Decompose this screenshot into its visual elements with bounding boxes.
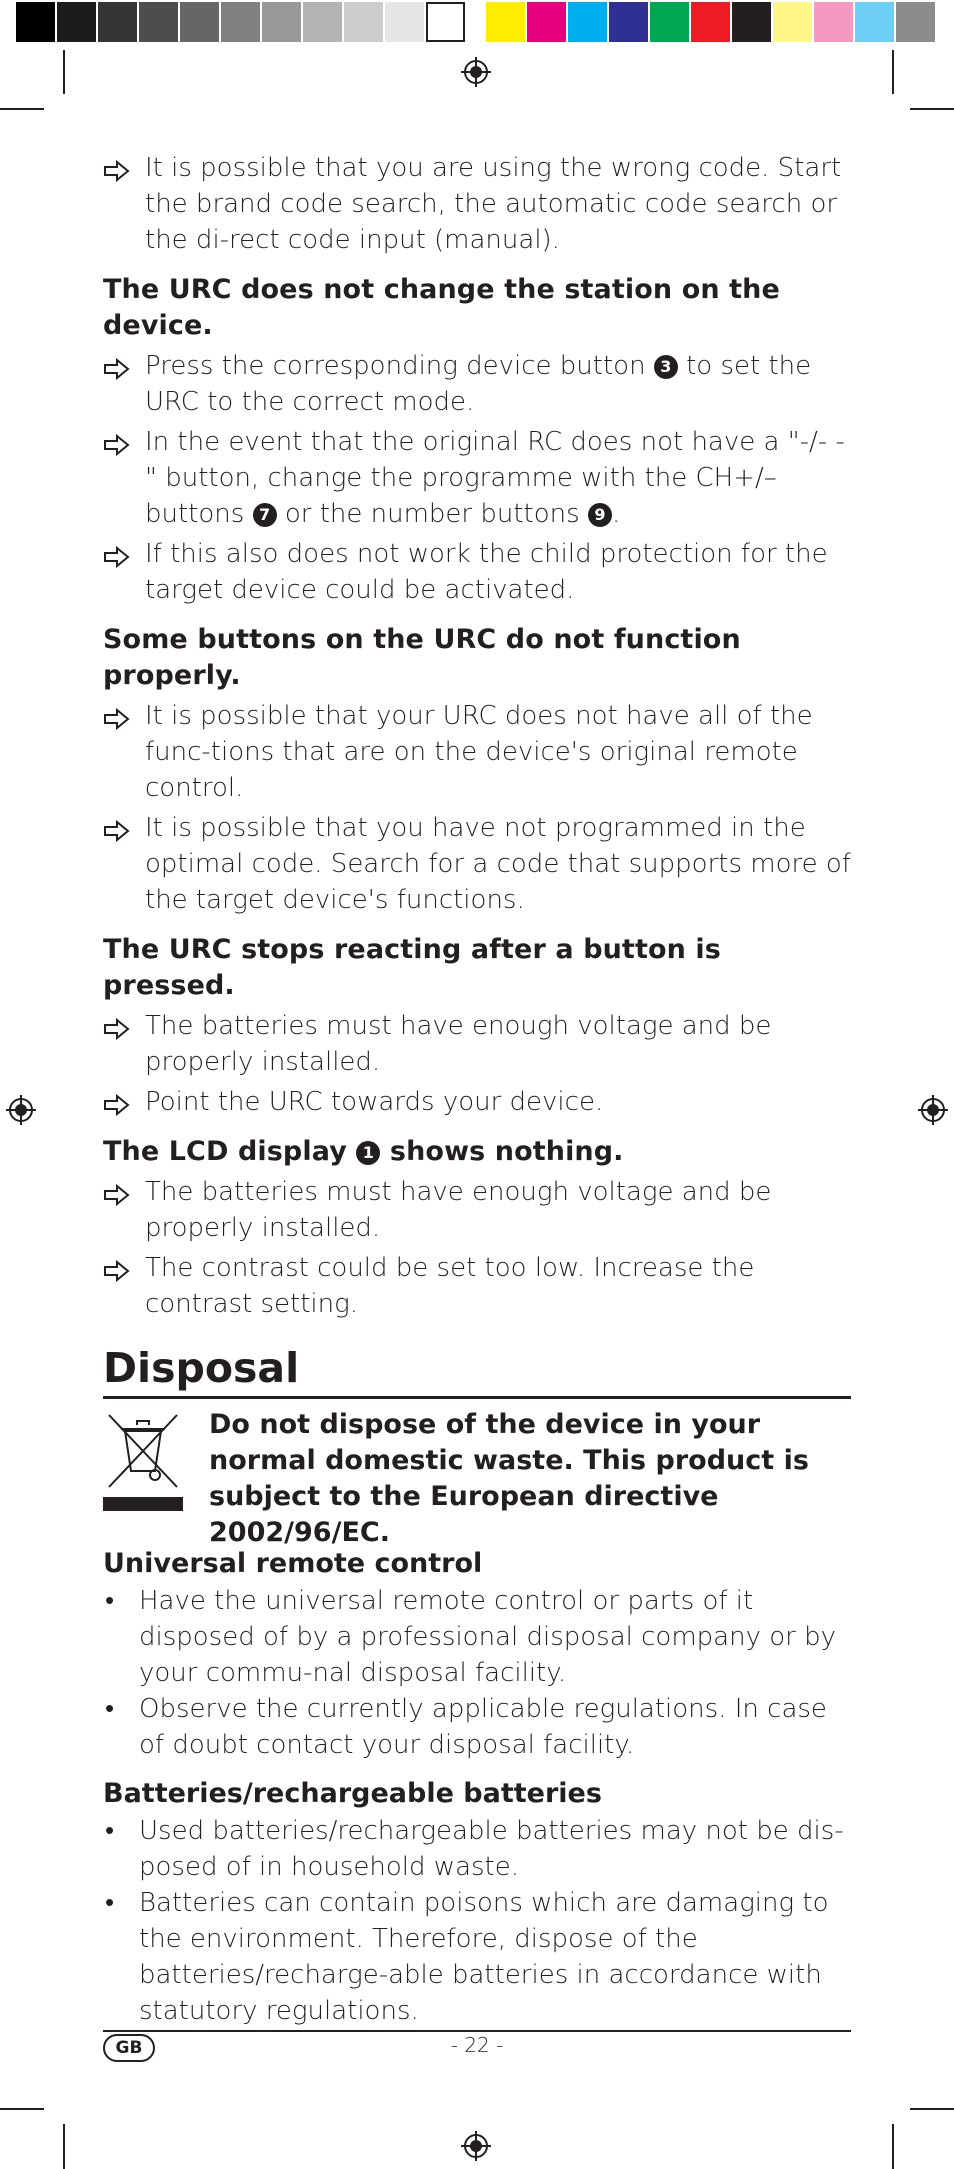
disposal-subheading: Batteries/rechargeable batteries (103, 1778, 602, 1809)
gray-swatch (426, 2, 465, 42)
process-swatch (486, 2, 525, 42)
item-text: Observe the currently applicable regulations. In case of doubt contact your disposal facility. (139, 1694, 827, 1760)
registration-mark-icon (6, 1095, 36, 1125)
process-swatch (691, 2, 730, 42)
page-number: - 22 - (450, 2033, 504, 2057)
arrow-right-icon (103, 816, 131, 838)
item-text: Have the universal remote control or parts of it disposed of by a professional disposal company or by your commu-nal disposal facility. (139, 1586, 836, 1688)
list-item (103, 150, 851, 258)
list-item (103, 810, 851, 918)
arrow-right-icon (103, 542, 131, 564)
disposal-subheading: Universal remote control (103, 1548, 483, 1579)
process-swatch (773, 2, 812, 42)
troubleshooting-heading: The URC stops reacting after a button is pressed. (103, 934, 721, 1001)
crop-mark (910, 108, 954, 110)
item-text: It is possible that your URC does not have all of the func-tions that are on the device's original remote control. (145, 701, 813, 803)
gray-swatch (16, 2, 55, 42)
bullet-dot-icon: • (105, 1888, 115, 1918)
troubleshooting-heading: Some buttons on the URC do not function properly. (103, 624, 741, 691)
gray-swatch (262, 2, 301, 42)
item-text: to set the URC to the correct mode. (145, 351, 812, 417)
item-text: The batteries must have enough voltage and be properly installed. (145, 1177, 772, 1243)
arrow-right-icon (103, 354, 131, 376)
item-text: . (611, 499, 621, 529)
arrow-right-icon (103, 1180, 131, 1202)
crop-mark (892, 50, 894, 94)
process-swatch (855, 2, 894, 42)
grayscale-color-bar (16, 0, 467, 46)
arrow-right-icon (103, 1256, 131, 1278)
item-text: shows nothing. (380, 1136, 624, 1167)
bullet-item (103, 1813, 851, 1885)
process-swatch (568, 2, 607, 42)
arrow-right-icon (103, 1014, 131, 1036)
crop-mark (63, 50, 65, 94)
disposal-subsections (103, 1545, 851, 2029)
list-item (103, 1008, 851, 1080)
item-text: The batteries must have enough voltage and be properly installed. (145, 1011, 772, 1077)
button-number-badge: 3 (654, 355, 678, 379)
disposal-warning-text: Do not dispose of the device in your normal domestic waste. This product is subject to the European directive 2002/96/EC. (209, 1409, 809, 1548)
disposal-title: Disposal (103, 1344, 300, 1392)
item-text: or the number buttons (276, 499, 588, 529)
registration-mark-icon (918, 1095, 948, 1125)
disposal-warning (103, 1405, 851, 1548)
list-item (103, 698, 851, 806)
arrow-right-icon (103, 1090, 131, 1112)
item-text: Batteries can contain poisons which are damaging to the environment. Therefore, dispose of the batteries/recharge-able batteries in accordance with statutory regulations. (139, 1888, 829, 2026)
registration-mark-icon (461, 57, 491, 87)
list-item (103, 1174, 851, 1246)
gray-swatch (57, 2, 96, 42)
crossed-out-wheelie-bin-icon (103, 1409, 183, 1513)
gray-swatch (344, 2, 383, 42)
bullet-dot-icon: • (105, 1694, 115, 1724)
item-text: If this also does not work the child protection for the target device could be activated. (145, 539, 828, 605)
gray-swatch (385, 2, 424, 42)
list-item (103, 348, 851, 420)
arrow-right-icon (103, 704, 131, 726)
crop-mark (0, 108, 44, 110)
language-badge: GB (103, 2034, 155, 2062)
arrow-right-icon (103, 156, 131, 178)
arrow-right-icon (103, 430, 131, 452)
troubleshooting-heading (103, 1134, 851, 1170)
process-swatch (527, 2, 566, 42)
crop-mark (0, 2108, 44, 2110)
gray-swatch (221, 2, 260, 42)
list-item (103, 1084, 851, 1120)
registration-mark-icon (461, 2131, 491, 2161)
bullet-dot-icon: • (105, 1586, 115, 1616)
gray-swatch (180, 2, 219, 42)
button-number-badge: 9 (588, 503, 612, 527)
bullet-dot-icon: • (105, 1816, 115, 1846)
crop-mark (63, 2124, 65, 2169)
process-swatch (814, 2, 853, 42)
gray-swatch (139, 2, 178, 42)
crop-mark (892, 2124, 894, 2169)
bullet-item (103, 1691, 851, 1763)
bullet-item (103, 1583, 851, 1691)
item-text: Press the corresponding device button (145, 351, 654, 381)
process-swatch (609, 2, 648, 42)
item-text: In the event that the original RC does not have a "-/- -" button, change the programme with the CH+/– buttons (145, 427, 845, 529)
title-rule (103, 1396, 851, 1399)
gray-swatch (303, 2, 342, 42)
button-number-badge: 7 (253, 503, 277, 527)
gray-swatch (98, 2, 137, 42)
item-text: Point the URC towards your device. (145, 1087, 604, 1117)
list-item (103, 1250, 851, 1322)
button-number-badge: 1 (356, 1141, 380, 1165)
item-text: It is possible that you have not programmed in the optimal code. Search for a code that supports more of the target device's functions. (145, 813, 851, 915)
crop-mark (910, 2108, 954, 2110)
list-item (103, 424, 851, 532)
page-content (103, 146, 851, 2029)
list-item (103, 536, 851, 608)
process-swatch (732, 2, 771, 42)
item-text: The contrast could be set too low. Increase the contrast setting. (145, 1253, 755, 1319)
item-text: Used batteries/rechargeable batteries may not be dis-posed of in household waste. (139, 1816, 844, 1882)
troubleshooting-list (103, 150, 851, 1322)
item-text: The LCD display (103, 1136, 357, 1167)
troubleshooting-heading: The URC does not change the station on the device. (103, 274, 780, 341)
item-text: It is possible that you are using the wrong code. Start the brand code search, the automatic code search or the di-rect code input (manual). (145, 153, 842, 255)
process-swatch (650, 2, 689, 42)
process-swatch (896, 2, 935, 42)
process-color-bar (486, 0, 937, 46)
bullet-item (103, 1885, 851, 2029)
